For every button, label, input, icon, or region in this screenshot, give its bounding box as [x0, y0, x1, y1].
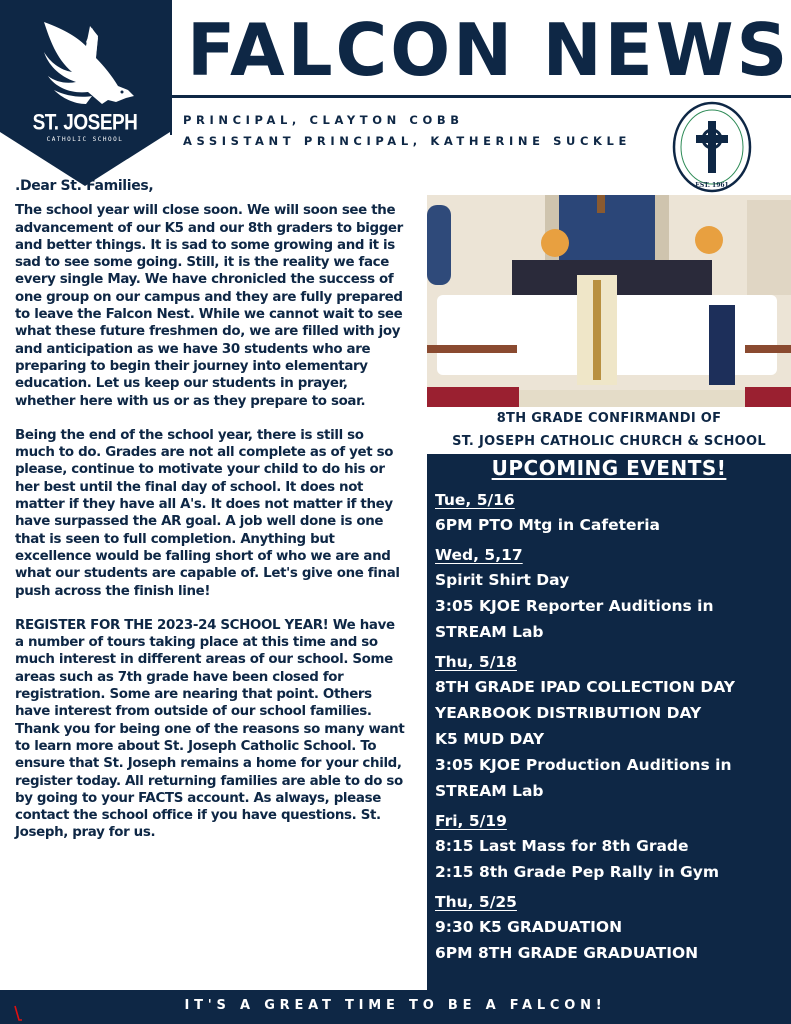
caption-line: ST. JOSEPH CATHOLIC CHURCH & SCHOOL [452, 434, 766, 449]
masthead-divider [171, 95, 791, 98]
event-item: 6PM 8TH GRADE GRADUATION [435, 944, 699, 962]
event-item: Spirit Shirt Day [435, 571, 570, 589]
staff-list [183, 110, 631, 152]
letter-paragraph: The school year will close soon. We will soon see the advancement of our K5 and our 8th graders to bigger and better things. It is sad to some growing and it is sad to see some going. Still, it is the reality we face every single May. We have chronicled the success of one group on our campus and they are fully prepared to leave the Falcon Nest. While we cannot wait to see what these future freshmen do, we are filled with joy and anticipation as we have 30 students who are preparing to begin their journey into elementary education. Let us keep our students in prayer, whether here with us or as they prepare to soar. [15, 203, 403, 409]
event-group [435, 650, 791, 804]
banner-shape [0, 0, 170, 186]
footer-tagline: IT'S A GREAT TIME TO BE A FALCON! [184, 998, 607, 1013]
event-item: 8TH GRADE IPAD COLLECTION DAY [435, 678, 735, 696]
event-date: Thu, 5/18 [435, 653, 517, 671]
event-item: 3:05 KJOE Reporter Auditions in [435, 597, 714, 615]
event-date: Tue, 5/16 [435, 491, 515, 509]
event-item: 8:15 Last Mass for 8th Grade [435, 837, 689, 855]
event-group [435, 890, 791, 966]
school-subtitle: CATHOLIC SCHOOL [46, 136, 124, 143]
caption-line: 8TH GRADE CONFIRMANDI OF [496, 411, 722, 426]
event-item: YEARBOOK DISTRIBUTION DAY [435, 704, 702, 722]
school-name: ST. JOSEPH [32, 111, 138, 136]
newsletter-title: FALCON NEWS [187, 8, 791, 92]
principal-name: PRINCIPAL, CLAYTON COBB [183, 113, 464, 127]
event-group [435, 809, 791, 885]
school-seal [672, 101, 752, 193]
event-date: Fri, 5/19 [435, 812, 507, 830]
event-item: 9:30 K5 GRADUATION [435, 918, 623, 936]
event-item: 2:15 8th Grade Pep Rally in Gym [435, 863, 720, 881]
event-date: Thu, 5/25 [435, 893, 517, 911]
event-item: K5 MUD DAY [435, 730, 545, 748]
masthead-divider-vertical [170, 0, 172, 135]
assistant-principal-name: ASSISTANT PRINCIPAL, KATHERINE SUCKLE [183, 134, 631, 148]
letter-greeting: .Dear St. Families, [15, 178, 154, 194]
principal-letter [15, 178, 407, 859]
upcoming-events-panel [427, 454, 791, 990]
events-title: UPCOMING EVENTS! [491, 456, 727, 480]
letter-paragraph: REGISTER FOR THE 2023-24 SCHOOL YEAR! We have a number of tours taking place at this time and so much interest in different areas of our school. Some areas such as 7th grade have been closed for registration. Some are nearing that point. Others have interest from outside of our school families. Thank you for being one of the reasons so many want to learn more about St. Joseph Catholic School. To ensure that St. Joseph remains a home for your child, register today. All returning families are able to do so by going to your FACTS account. As always, please contact the school office if you have questions. St. Joseph, pray for us. [15, 617, 405, 841]
event-date: Wed, 5,17 [435, 546, 523, 564]
event-item: 3:05 KJOE Production Auditions in [435, 756, 732, 774]
event-group [435, 543, 791, 645]
footer-bar [0, 990, 791, 1024]
event-item: 6PM PTO Mtg in Cafeteria [435, 516, 660, 534]
school-logo-banner [0, 0, 170, 186]
event-group [435, 488, 791, 538]
event-item: STREAM Lab [435, 623, 544, 641]
photo-caption [427, 407, 791, 453]
svg-text:EST. 1961: EST. 1961 [695, 182, 729, 189]
confirmandi-photo [427, 195, 791, 407]
event-item: STREAM Lab [435, 782, 544, 800]
letter-paragraph: Being the end of the school year, there is still so much to do. Grades are not all complete as of yet so please, continue to motivate your child to do his or her best until the final day of school. It does not matter if they have all A's. It does not matter if they have surpassed the AR goal. A job well done is one that is seen to full completion. Anything but excellence would be falling short of who we are and what our students are capable of. Let's give one final push across the finish line! [15, 427, 400, 599]
